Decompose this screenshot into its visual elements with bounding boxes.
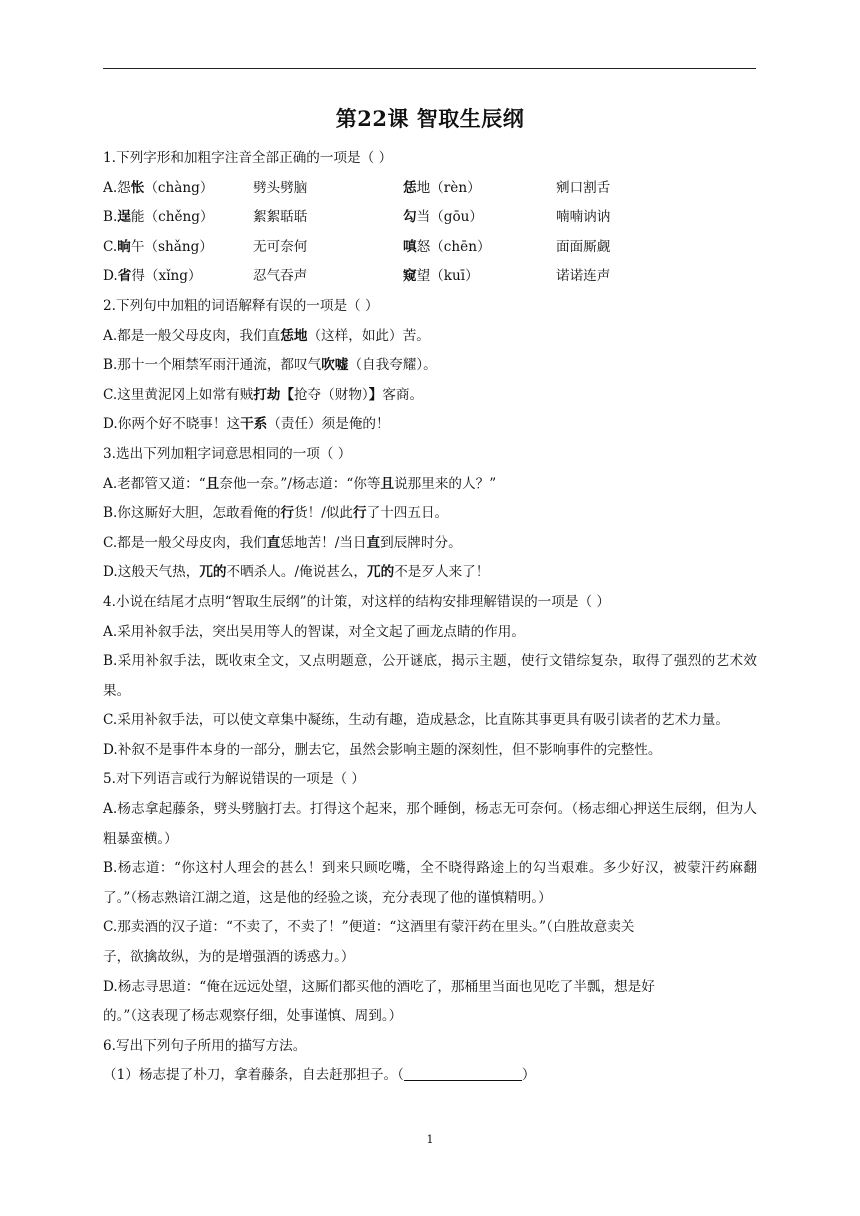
option-prefix: D.: [103, 268, 118, 285]
question-4-option-b: B.采用补叙手法，既收束全文，又点明题意，公开谜底，揭示主题，使行文错综复杂，取得了强烈的艺术效果。: [103, 653, 757, 699]
document-body: [103, 144, 757, 1091]
option-word: 忍气吞声: [253, 268, 308, 285]
pinyin: 能（chěng）: [130, 209, 214, 226]
question-5-option-b: B.杨志道：“你这村人理会的甚么！到来只顾吃嘴，全不晓得路途上的勾当艰难。多少好汉，被蒙汗药麻翻了。”（杨志熟谙江湖之道，这是他的经验之谈，充分表现了他的谨慎精明。）: [103, 860, 757, 906]
question-6-stem: 6.写出下列句子所用的描写方法。: [103, 1037, 307, 1054]
question-4-option-d: D.补叙不是事件本身的一部分，删去它，虽然会影响主题的深刻性，但不影响事件的完整性。: [103, 741, 662, 758]
question-2-option-a: A.都是一般父母皮肉，我们直恁地（这样，如此）苦。: [103, 327, 430, 344]
question-5-option-d-line-2: 的。”（这表现了杨志观察仔细，处事谨慎、周到。）: [103, 1008, 403, 1025]
page-number: 1: [426, 1133, 434, 1146]
option-prefix: C.: [103, 238, 118, 255]
option-word: 劈头劈脑: [253, 179, 308, 196]
question-4-option-c: C.采用补叙手法，可以使文章集中凝练，生动有趣，造成悬念，比直陈其事更具有吸引读者的艺术力量。: [103, 712, 729, 729]
question-5-option-d-line-1: D.杨志寻思道：“俺在远远处望，这厮们都买他的酒吃了，那桶里当面也见吃了半瓢，想是好: [103, 978, 655, 995]
pinyin: 望（kuī）: [416, 268, 479, 285]
bold-char: 嗔: [403, 238, 417, 255]
question-3-stem: 3.选出下列加粗字词意思相同的一项（ ）: [103, 445, 352, 462]
bold-char: 晌: [117, 238, 131, 255]
pinyin: 怒（chēn）: [416, 238, 491, 255]
question-1-option-b: [103, 203, 757, 233]
question-6-sentence-1: （1）杨志提了朴刀，拿着藤条，自去赶那担子。（ ）: [103, 1067, 536, 1084]
question-3-option-c: C.都是一般父母皮肉，我们直恁地苦！/当日直到辰牌时分。: [103, 534, 462, 551]
lesson-title: 第22课 智取生辰纲: [335, 106, 525, 131]
bold-char: 勾: [403, 209, 417, 226]
question-1-option-a: [103, 174, 757, 204]
question-2-stem: 2.下列句中加粗的词语解释有误的一项是（ ）: [103, 297, 379, 314]
option-word: 剜口割舌: [556, 179, 611, 196]
pinyin: 得（xǐng）: [131, 268, 202, 285]
question-1-stem: 1.下列字形和加粗字注音全部正确的一项是（ ）: [103, 150, 393, 166]
question-3-option-a: A.老都管又道：“且奈他一奈。”/杨志道：“你等且说那里来的人？”: [103, 475, 497, 492]
option-word: 无可奈何: [253, 238, 308, 255]
answer-blank[interactable]: [404, 1066, 522, 1081]
pinyin: 午（shǎng）: [130, 238, 213, 255]
question-2-option-b: B.那十一个厢禁军雨汗通流，都叹气吹嘘（自我夸耀）。: [103, 357, 437, 374]
pinyin: 地（rèn）: [416, 179, 481, 196]
question-5-option-c-line-2: 子，欲擒故纵，为的是增强酒的诱惑力。）: [103, 949, 355, 966]
question-2-option-d: D.你两个好不晓事！这干系（责任）须是俺的！: [103, 416, 390, 433]
question-3-option-d: D.这般天气热，兀的不晒杀人。/俺说甚么，兀的不是歹人来了！: [103, 564, 490, 581]
bold-char: 恁: [403, 179, 417, 196]
bold-char: 逞: [117, 209, 131, 226]
question-5-option-a: A.杨志拿起藤条，劈头劈脑打去。打得这个起来，那个睡倒，杨志无可奈何。（杨志细心押送生辰纲，但为人粗暴蛮横。）: [103, 801, 757, 847]
bold-char: 怅: [130, 179, 145, 196]
pinyin: 当（gōu）: [416, 209, 484, 226]
question-5-stem: 5.对下列语言或行为解说错误的一项是（ ）: [103, 771, 365, 788]
question-2-option-c: C.这里黄泥冈上如常有贼打劫【抢夺（财物）】客商。: [103, 386, 424, 403]
question-5-option-c-line-1: C.那卖酒的汉子道：“不卖了，不卖了！”便道：“这酒里有蒙汗药在里头。”（白胜故意卖关: [103, 919, 635, 936]
question-3-option-b: B.你这厮好大胆，怎敢看俺的行货！/似此行了十四五日。: [103, 505, 449, 522]
option-word: 絮絮聒聒: [253, 209, 308, 226]
pinyin: （chàng）: [144, 179, 214, 196]
question-4-stem: 4.小说在结尾才点明“智取生辰纲”的计策，对这样的结构安排理解错误的一项是（ ）: [103, 593, 610, 610]
question-4-option-a: A.采用补叙手法，突出吴用等人的智谋，对全文起了画龙点睛的作用。: [103, 623, 525, 640]
option-prefix: B.: [103, 209, 118, 226]
option-word: 面面厮觑: [556, 238, 611, 255]
bold-char: 省: [117, 268, 132, 285]
header-rule: [103, 68, 756, 69]
option-word: 诺诺连声: [556, 268, 611, 285]
option-prefix: A.怨: [103, 179, 131, 196]
option-word: 喃喃讷讷: [556, 209, 611, 226]
question-1-option-c: [103, 233, 757, 263]
question-1-option-d: [103, 262, 757, 292]
bold-char: 窥: [403, 268, 417, 285]
